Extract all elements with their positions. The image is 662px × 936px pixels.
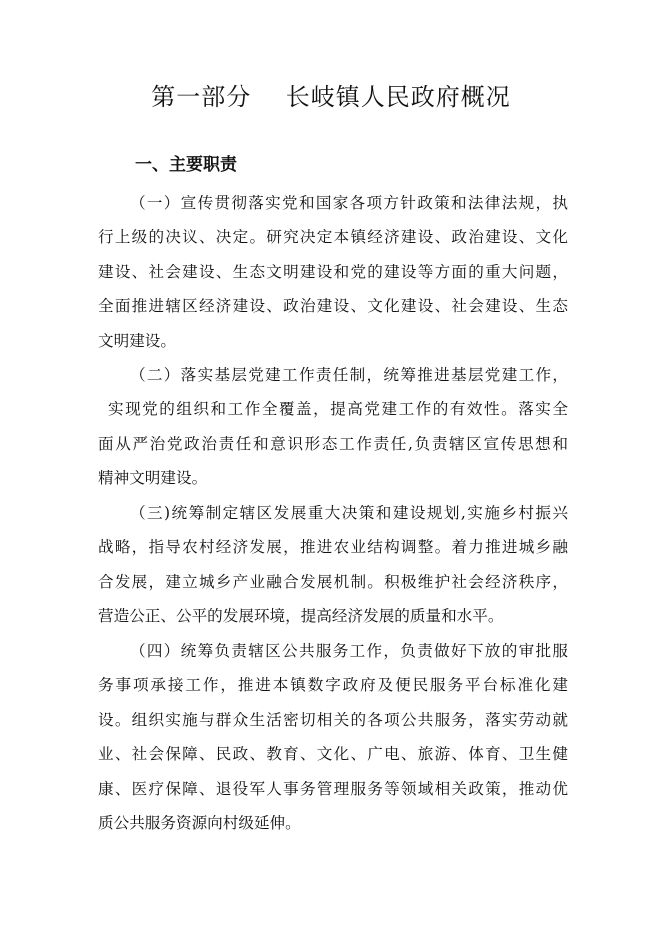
paragraph-line: （一）宣传贯彻落实党和国家各项方针政策和法律法规，执 [130,194,568,212]
paragraph-line: 面从严治党政治责任和意识形态工作责任,负责辖区宣传思想和 [98,434,568,453]
paragraph-line: 务事项承接工作，推进本镇数字政府及便民服务平台标准化建 [98,676,568,695]
paragraph-line: 业、社会保障、民政、教育、文化、广电、旅游、体育、卫生健 [98,745,568,764]
paragraph-duty-1 [98,186,568,358]
paragraph-duty-4 [98,634,568,840]
paragraph-line: （二）落实基层党建工作责任制，统筹推进基层党建工作， [130,366,568,384]
paragraph-duty-3 [98,496,568,634]
paragraph-line: 实现党的组织和工作全覆盖，提高党建工作的有效性。落实全 [108,400,568,419]
paragraph-line: 建设、社会建设、生态文明建设和党的建设等方面的重大问题， [98,262,568,281]
paragraph-line: 行上级的决议、决定。研究决定本镇经济建设、政治建设、文化 [98,228,568,247]
paragraph-line: 康、医疗保障、退役军人事务管理服务等领域相关政策，推动优 [98,779,568,798]
paragraph-line: 精神文明建设。 [98,469,208,488]
paragraph-line: 战略，指导农村经济发展，推进农业结构调整。着力推进城乡融 [98,538,568,557]
paragraph-line: 合发展，建立城乡产业融合发展机制。积极维护社会经济秩序， [98,572,568,591]
paragraph-line: （四）统筹负责辖区公共服务工作，负责做好下放的审批服 [130,642,568,660]
paragraph-line: 营造公正、公平的发展环境，提高经济发展的质量和水平。 [98,607,504,626]
paragraph-duty-2 [98,358,568,496]
section-heading: 一、主要职责 [135,155,237,175]
paragraph-line: 质公共服务资源向村级延伸。 [98,814,301,833]
paragraph-line: 设。组织实施与群众生活密切相关的各项公共服务，落实劳动就 [98,710,568,729]
paragraph-line: 全面推进辖区经济建设、政治建设、文化建设、社会建设、生态 [98,297,568,316]
page-title: 第一部分 长岐镇人民政府概况 [151,83,511,111]
paragraph-line: 文明建设。 [98,331,176,350]
paragraph-line: （三)统筹制定辖区发展重大决策和建设规划,实施乡村振兴 [130,504,568,522]
